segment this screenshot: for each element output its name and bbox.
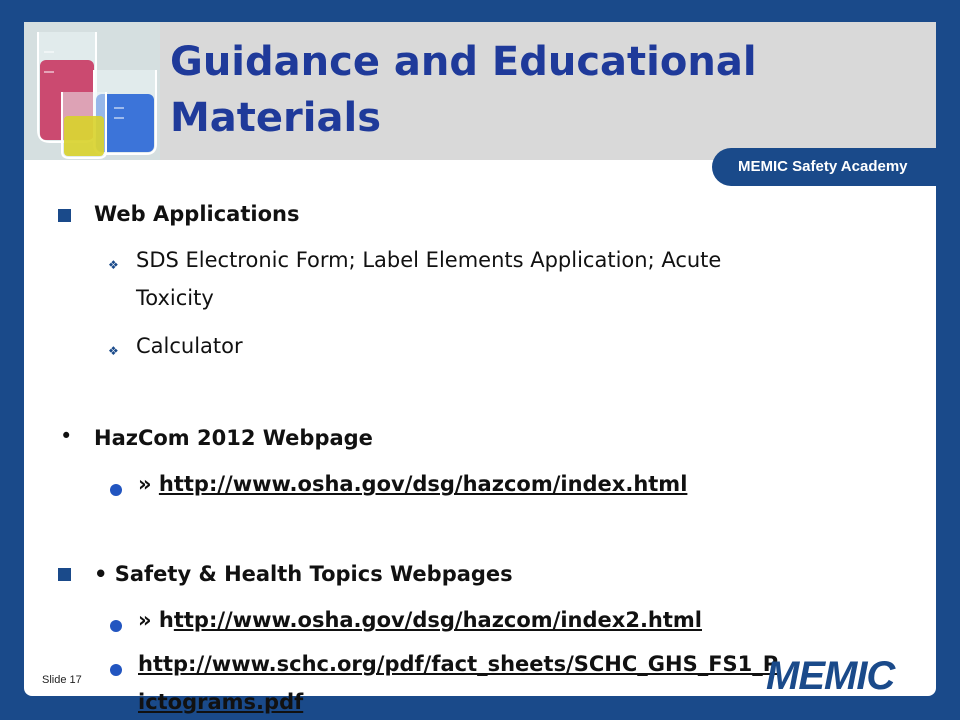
safety-link[interactable]: ttp://www.osha.gov/dsg/hazcom/index2.html [173,608,702,632]
title-line-1: Guidance and Educational [170,39,757,85]
schc-link-line-2[interactable]: ictograms.pdf [138,690,304,714]
web-sub-item-1-line-2: Toxicity [136,286,214,310]
schc-link-line-1[interactable]: http://www.schc.org/pdf/fact_sheets/SCHC_GHS_FS1_P [138,652,779,676]
slide-number: Slide 17 [42,674,82,686]
web-sub-item-1-line-1: SDS Electronic Form; Label Elements Application; Acute [136,248,722,272]
diamond-bullet-icon: ❖ [108,258,119,272]
slide-frame [24,22,936,714]
web-applications-heading: Web Applications [94,202,300,226]
square-bullet-icon [58,568,71,581]
hazcom-link[interactable]: http://www.osha.gov/dsg/hazcom/index.html [158,472,688,496]
slide-content [24,22,936,714]
academy-badge: MEMIC Safety Academy [712,148,936,186]
hazcom-heading: HazCom 2012 Webpage [94,426,373,450]
memic-logo: MEMIC [766,654,895,698]
square-bullet-icon [58,209,71,222]
round-bullet-icon: • [60,424,73,448]
diamond-bullet-icon: ❖ [108,344,119,358]
safety-link-prefix: » h [138,608,174,632]
web-sub-item-2: Calculator [136,334,243,358]
safety-link-row [138,608,702,632]
title-line-2: Materials [170,95,381,141]
blue-dot-bullet-icon [110,620,122,632]
safety-health-heading: • Safety & Health Topics Webpages [94,562,513,586]
hazcom-link-row [138,472,687,496]
blue-dot-bullet-icon [110,484,122,496]
hazcom-link-prefix: » [138,472,152,496]
blue-dot-bullet-icon [110,664,122,676]
